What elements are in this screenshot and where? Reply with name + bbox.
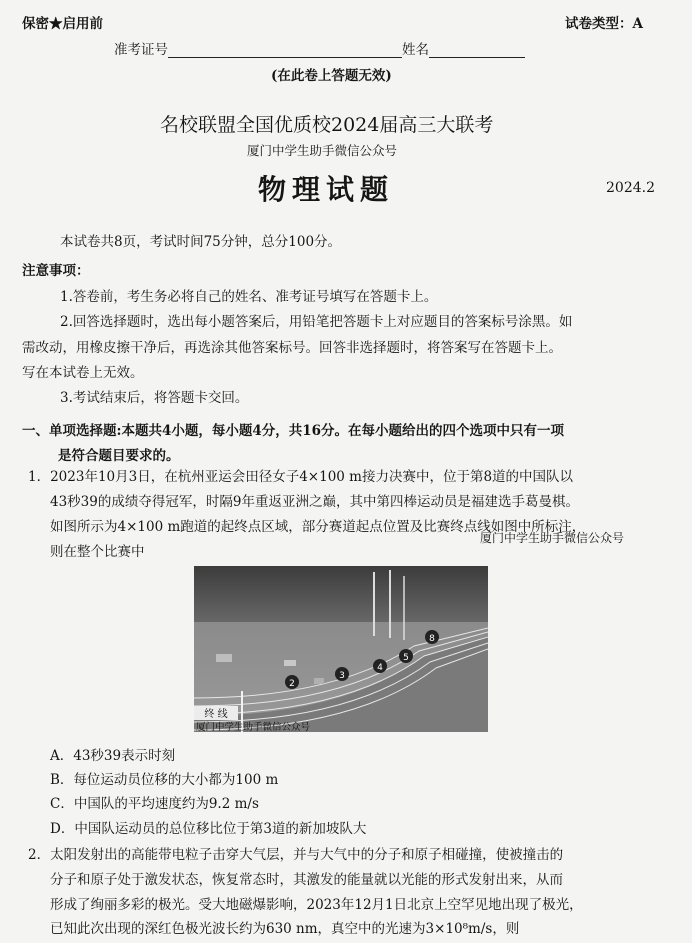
finish-label: 终 线	[204, 709, 228, 720]
paper-type: 试卷类型：A	[565, 16, 643, 32]
lane-marker-4	[373, 659, 387, 673]
svg-text:2: 2	[289, 679, 295, 689]
q1-watermark: 厦门中学生助手微信公众号	[480, 531, 625, 545]
confidential-label: 保密★启用前	[22, 16, 103, 32]
track-photo-drawing	[194, 566, 488, 732]
q1-line-3: 如图所示为4×100 m跑道的起终点区域，部分赛道起点位置及比赛终点线如图中所标注，	[50, 519, 586, 535]
note-item-2-line-2: 需改动，用橡皮擦干净后，再选涂其他答案标号。回答非选择题时，将答案写在答题卡上。	[22, 340, 562, 356]
q2-line-1: 2．太阳发射出的高能带电粒子击穿大气层，并与大气中的分子和原子相碰撞，使被撞击的	[28, 847, 564, 863]
lane-marker-3	[335, 667, 349, 681]
q1-option-b: B．每位运动员位移的大小都为100 m	[50, 772, 279, 788]
name-blank	[429, 43, 525, 58]
note-item-1: 1.答卷前，考生务必将自己的姓名、准考证号填写在答题卡上。	[60, 289, 438, 305]
section-1-line-1: 一、单项选择题:本题共4小题，每小题4分，共16分。在每小题给出的四个选项中只有一项	[22, 423, 565, 439]
svg-text:4: 4	[377, 663, 383, 673]
q1-option-d: D．中国队运动员的总位移比位于第3道的新加坡队大	[50, 821, 367, 837]
section-1-line-2: 是符合题目要求的。	[58, 448, 180, 464]
intro-text: 本试卷共8页，考试时间75分钟，总分100分。	[60, 234, 342, 250]
subject-title: 物理试题	[258, 173, 395, 206]
invalid-note: (在此卷上答题无效)	[271, 68, 392, 84]
note-item-3: 3.考试结束后，将答题卡交回。	[60, 390, 249, 406]
note-item-2-line-3: 写在本试卷上无效。	[22, 365, 144, 381]
svg-text:5: 5	[403, 653, 409, 663]
ticket-number-label: 准考证号	[114, 42, 168, 58]
svg-text:8: 8	[429, 634, 435, 644]
note-item-2-line-1: 2.回答选择题时，选出每小题答案后，用铅笔把答题卡上对应题目的答案标号涂黑。如	[60, 314, 573, 330]
q2-line-4: 已知此次出现的深红色极光波长约为630 nm，真空中的光速为3×10⁸m/s，则	[50, 921, 520, 937]
lane-marker-8	[425, 630, 439, 644]
ticket-number-blank	[168, 43, 402, 58]
lane-marker-2	[285, 675, 299, 689]
q1-line-4: 则在整个比赛中	[50, 544, 145, 560]
exam-date: 2024.2	[606, 180, 655, 196]
q1-line-2: 43秒39的成绩夺得冠军，时隔9年重返亚洲之巅，其中第四棒运动员是福建选手葛曼棋。	[50, 494, 579, 510]
ticket-number-row	[114, 38, 525, 58]
q1-line-1: 1．2023年10月3日，在杭州亚运会田径女子4×100 m接力决赛中，位于第8道的中国队以	[28, 469, 574, 485]
q1-option-a: A．43秒39表示时刻	[50, 748, 176, 764]
q2-line-2: 分子和原子处于激发状态，恢复常态时，其激发的能量就以光能的形式发射出来，从而	[50, 872, 563, 888]
photo-watermark: 厦门中学生助手微信公众号	[196, 722, 311, 732]
stands	[194, 566, 488, 626]
exam-name: 名校联盟全国优质校2024届高三大联考	[160, 114, 494, 136]
name-label: 姓名	[402, 42, 429, 58]
notes-heading: 注意事项：	[22, 263, 90, 279]
lane-marker-5	[399, 649, 413, 663]
q1-option-c: C．中国队的平均速度约为9.2 m/s	[50, 796, 259, 812]
title-watermark: 厦门中学生助手微信公众号	[247, 143, 398, 158]
svg-text:3: 3	[339, 671, 345, 681]
q2-line-3: 形成了绚丽多彩的极光。受大地磁爆影响，2023年12月1日北京上空罕见地出现了极光，	[50, 897, 583, 913]
track-photo	[194, 566, 488, 732]
